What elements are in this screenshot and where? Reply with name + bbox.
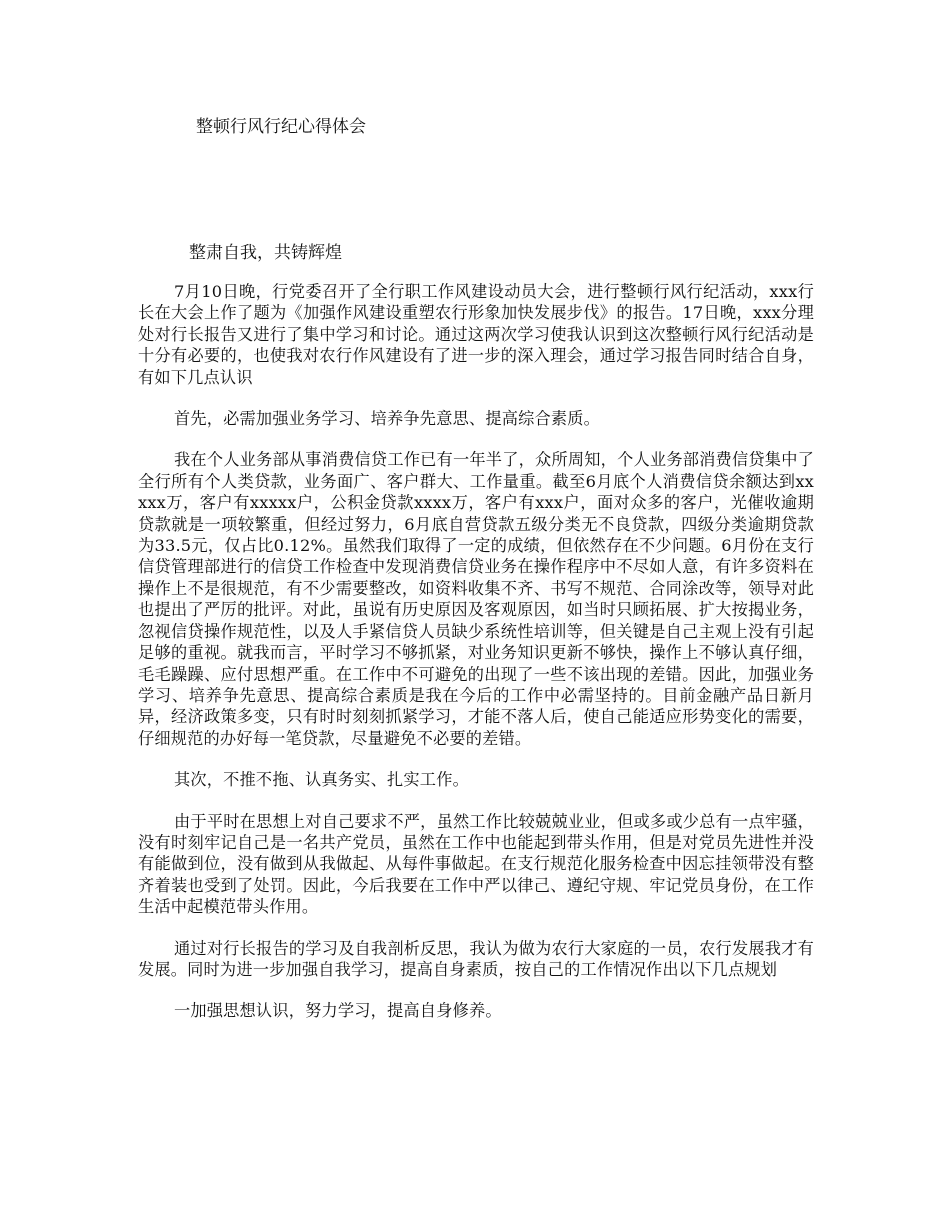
paragraph-reflection: 通过对行长报告的学习及自我剖析反思，我认为做为农行大家庭的一员，农行发展我才有发展。同时为进一步加强自我学习，提高自身素质，按自己的工作情况作出以下几点规划 (138, 938, 814, 979)
paragraph-plan-first: 一加强思想认识，努力学习，提高自身修养。 (174, 1001, 502, 1021)
paragraph-heading-first: 首先，必需加强业务学习、培养争先意思、提高综合素质。 (174, 409, 601, 429)
paragraph-self-discipline: 由于平时在思想上对自己要求不严，虽然工作比较兢兢业业，但或多或少总有一点牢骚，没有时刻牢记自己是一名共产党员，虽然在工作中也能起到带头作用，但是对党员先进性并没有能做到位，没有做到从我做起、从每件事做起。在支行规范化服务检查中因忘挂领带没有整齐着装也受到了处罚。因此，今后我要在工作中严以律己、遵纪守规、牢记党员身份，在工作生活中起模范带头作用。 (138, 811, 814, 917)
paragraph-intro: 7月10日晚，行党委召开了全行职工作风建设动员大会，进行整顿行风行纪活动，xxx行长在大会上作了题为《加强作风建设重塑农行形象加快发展步伐》的报告。17日晚，xxx分理处对行长报告又进行了集中学习和讨论。通过这两次学习使我认识到这次整顿行风行纪活动是十分有必要的，也使我对农行作风建设有了进一步的深入理会，通过学习报告同时结合自身，有如下几点认识 (138, 282, 814, 387)
paragraph-consumer-credit: 我在个人业务部从事消费信贷工作已有一年半了，众所周知，个人业务部消费信贷集中了全行所有个人类贷款，业务面广、客户群大、工作量重。截至6月底个人消费信贷余额达到xxxxx万，客户有xxxxx户，公积金贷款xxxx万，客户有xxx户，面对众多的客户，光催收逾期贷款就是一项较繁重，但经过努力，6月底自营贷款五级分类无不良贷款，四级分类逾期贷款为33.5元，仅占比0.12%。虽然我们取得了一定的成绩，但依然存在不少问题。6月份在支行信贷管理部进行的信贷工作检查中发现消费信贷业务在操作程序中不尽如人意，有许多资料在操作上不是很规范，有不少需要整改，如资料收集不齐、书写不规范、合同涂改等，领导对此也提出了严厉的批评。对此，虽说有历史原因及客观原因，如当时只顾拓展、扩大按揭业务，忽视信贷操作规范性，以及人手紧信贷人员缺少系统性培训等，但关键是自己主观上没有引起足够的重视。就我而言，平时学习不够抓紧，对业务知识更新不够快，操作上不够认真仔细，毛毛躁躁、应付思想严重。在工作中不可避免的出现了一些不该出现的差错。因此，加强业务学习、培养争先意思、提高综合素质是我在今后的工作中必需坚持的。目前金融产品日新月异，经济政策多变，只有时时刻刻抓紧学习，才能不落人后，使自己能适应形势变化的需要，仔细规范的办好每一笔贷款，尽量避免不必要的差错。 (138, 450, 814, 748)
document-subtitle: 整肃自我，共铸辉煌 (189, 243, 342, 263)
document-title: 整顿行风行纪心得体会 (196, 117, 366, 137)
document-body (138, 281, 814, 1042)
paragraph-heading-second: 其次，不推不拖、认真务实、扎实工作。 (174, 770, 469, 790)
